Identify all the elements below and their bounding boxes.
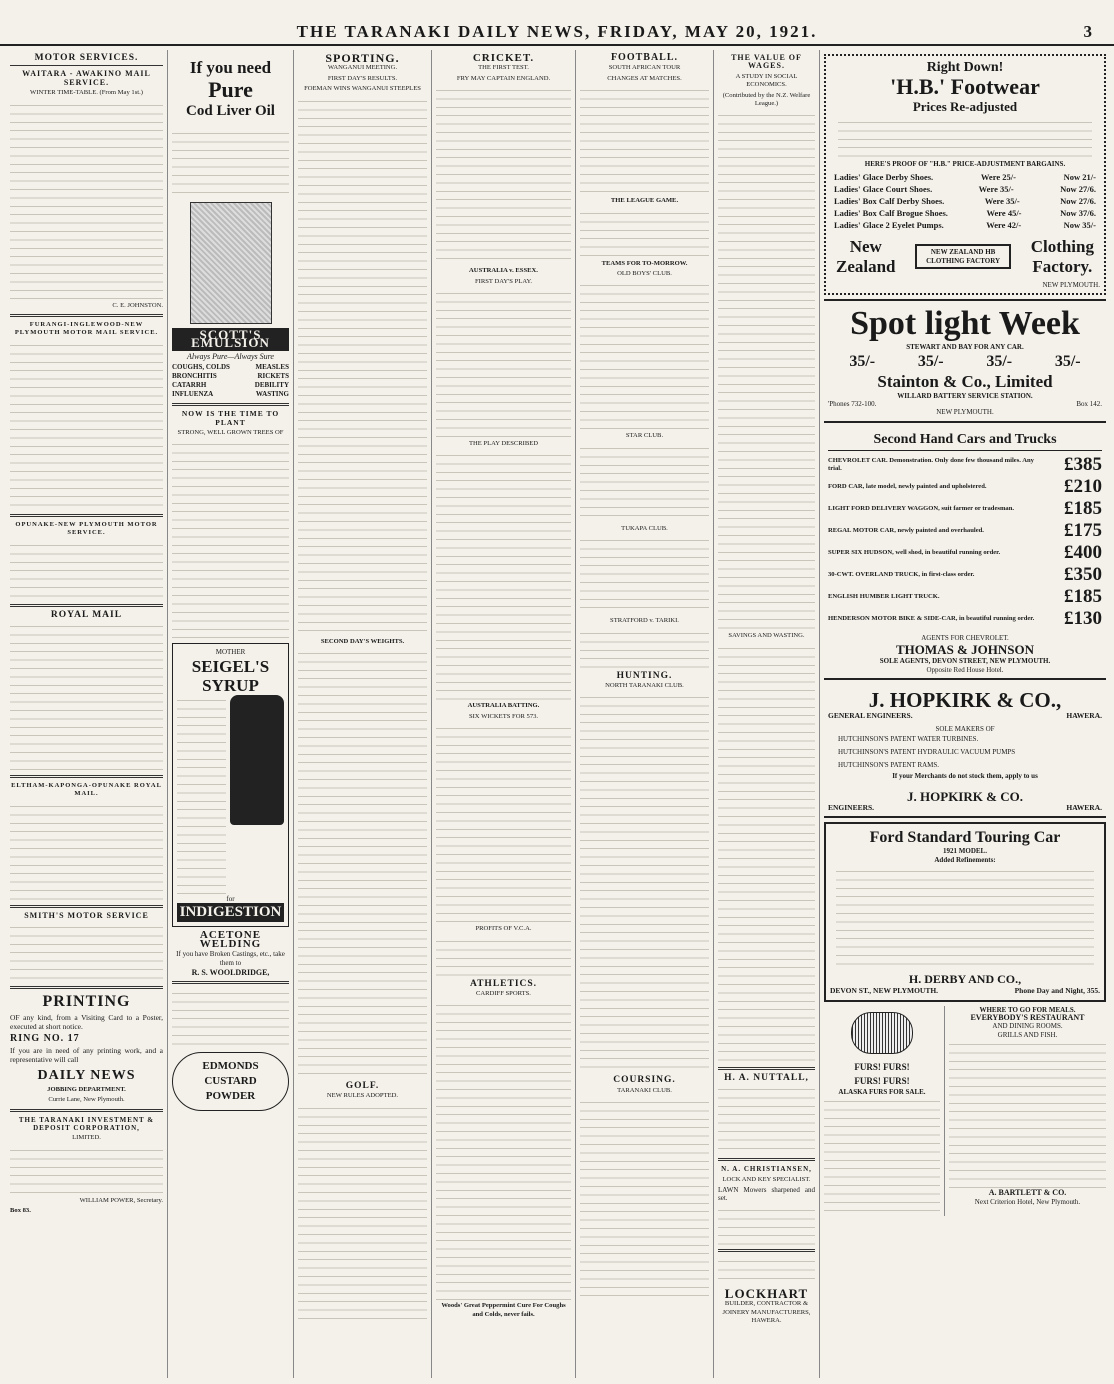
box: Box 83. xyxy=(10,1207,31,1215)
jobbing: JOBBING DEPARTMENT. xyxy=(47,1085,126,1093)
motor-heading: MOTOR SERVICES. xyxy=(34,53,139,63)
cricket-text-2 xyxy=(436,288,571,438)
football-text-1 xyxy=(580,85,709,195)
thomas-johnson: THOMAS & JOHNSON xyxy=(896,642,1034,658)
alaska-furs-ad xyxy=(824,1006,940,1216)
cure-7: INFLUENZA xyxy=(172,390,214,399)
welfare-league: (Contributed by the N.Z. Welfare League.) xyxy=(722,91,811,108)
weights-text xyxy=(298,648,427,1078)
nz-line-2: Zealand xyxy=(836,256,896,276)
cures-grid xyxy=(172,363,289,399)
lockhart-sub: BUILDER, CONTRACTOR & JOINERY MANUFACTURERS, HAWERA. xyxy=(722,1300,811,1325)
coursing-heading: COURSING. xyxy=(613,1075,676,1086)
cricket-text-4 xyxy=(436,723,571,923)
everybodys-ad xyxy=(944,1006,1106,1216)
cure-5: CATARRH xyxy=(172,381,207,390)
agents-chevrolet: AGENTS FOR CHEVROLET. xyxy=(921,633,1009,642)
golf-text xyxy=(298,1103,427,1323)
right-down: Right Down! xyxy=(926,60,1004,75)
mail-sub: WINTER TIME-TABLE. (From May 1st.) xyxy=(30,89,143,97)
column-ads-left xyxy=(168,50,294,1378)
hb-badge: NEW ZEALAND HB CLOTHING FACTORY xyxy=(915,244,1011,269)
foeman-wins: FOEMAN WINS WANGANUI STEEPLES xyxy=(304,85,421,93)
savings-wasting: SAVINGS AND WASTING. xyxy=(728,632,805,640)
athletics-text xyxy=(436,1000,571,1300)
ford-ad xyxy=(824,822,1106,1001)
cricket-text-5 xyxy=(436,936,571,976)
opunake-title: OPUNAKE-NEW PLYMOUTH MOTOR SERVICE. xyxy=(15,520,158,537)
column-motor-services xyxy=(6,50,168,1378)
opposite: Opposite Red House Hotel. xyxy=(926,665,1004,674)
thomas-sub: SOLE AGENTS, DEVON STREET, NEW PLYMOUTH. xyxy=(879,657,1051,666)
everybodys: EVERYBODY'S RESTAURANT xyxy=(970,1013,1085,1023)
nuttall: H. A. NUTTALL, xyxy=(724,1072,809,1083)
mail-title: WAITARA - AWAKINO MAIL SERVICE. xyxy=(22,69,151,87)
acetone-welding: ACETONE WELDING xyxy=(199,929,262,950)
indigestion: INDIGESTION xyxy=(177,903,284,922)
car-price: £175 xyxy=(1064,519,1102,541)
furangi-lines xyxy=(10,340,163,510)
edmonds-text xyxy=(172,988,289,1048)
social-economics: A STUDY IN SOCIAL ECONOMICS. xyxy=(735,72,798,89)
cod-text xyxy=(172,128,289,198)
seigels-name: SEIGEL'S SYRUP xyxy=(191,656,270,695)
grills: GRILLS AND FISH. xyxy=(997,1030,1058,1039)
ford-text xyxy=(836,866,1094,970)
stainton-np: NEW PLYMOUTH. xyxy=(936,408,994,417)
first-test: THE FIRST TEST. xyxy=(478,64,529,72)
bartlett: A. BARTLETT & CO. xyxy=(988,1188,1067,1198)
furs: FURS! xyxy=(854,1061,881,1072)
car-price: £385 xyxy=(1064,453,1102,475)
furs: FURS! xyxy=(883,1061,910,1072)
racing-text xyxy=(298,96,427,636)
stainton-phones: 'Phones 732-100. xyxy=(828,400,877,408)
mail-owner: C. E. JOHNSTON. xyxy=(112,301,163,309)
star-club: STAR CLUB. xyxy=(625,432,664,440)
fisherman-illustration xyxy=(190,202,272,324)
indigestion-for: for xyxy=(226,894,235,903)
street: Currie Lane, New Plymouth. xyxy=(48,1096,125,1104)
spot-price: 35/- xyxy=(917,352,944,370)
page-number: 3 xyxy=(1083,22,1092,41)
plant-title: NOW IS THE TIME TO PLANT xyxy=(181,409,280,427)
column-ads-right xyxy=(820,50,1110,1378)
maker: HUTCHINSON'S PATENT HYDRAULIC VACUUM PUMPS xyxy=(838,748,1016,757)
second-hand-cars-ad xyxy=(824,427,1106,681)
dining: AND DINING ROOMS. xyxy=(992,1022,1063,1031)
maker: HUTCHINSON'S PATENT RAMS. xyxy=(838,761,940,770)
football-heading: FOOTBALL. xyxy=(610,52,679,63)
where-meals: WHERE TO GO FOR MEALS. xyxy=(979,1005,1076,1014)
plant-lines xyxy=(172,439,289,639)
hb-footwear-ad xyxy=(824,54,1106,295)
smith-lines xyxy=(10,922,163,982)
royal-lines xyxy=(10,621,163,771)
cure-3: BRONCHITIS xyxy=(172,372,217,381)
smith-title: SMITH'S MOTOR SERVICE xyxy=(24,910,149,920)
lawn-mowers: LAWN Mowers sharpened and set. xyxy=(718,1186,815,1203)
stainton-sub: WILLARD BATTERY SERVICE STATION. xyxy=(897,391,1033,400)
spot-price: 35/- xyxy=(986,352,1013,370)
second-hand-title: Second Hand Cars and Trucks xyxy=(828,431,1102,451)
north-taranaki-club: NORTH TARANAKI CLUB. xyxy=(605,682,684,690)
clothing-line-2: Factory. xyxy=(1032,256,1093,276)
spot-price: 35/- xyxy=(849,352,876,370)
cure-1: COUGHS, COLDS xyxy=(172,363,230,372)
sporting-heading: SPORTING. xyxy=(325,51,400,65)
car-price: £185 xyxy=(1064,497,1102,519)
first-day-results: FIRST DAY'S RESULTS. xyxy=(327,74,398,82)
hunting-heading: HUNTING. xyxy=(616,670,673,681)
shoe-name: Ladies' Glace Derby Shoes. xyxy=(834,171,934,182)
new-zealand xyxy=(836,237,896,277)
car-name: CHEVROLET CAR. Demonstration. Only done few thousand miles. Any trial. xyxy=(828,456,1034,472)
football-text-4 xyxy=(580,443,709,523)
ring-number: RING NO. 17 xyxy=(10,1033,80,1045)
hopkirk-2: J. HOPKIRK & CO. xyxy=(907,788,1023,804)
opunake-lines xyxy=(10,540,163,600)
spotlight-ad xyxy=(824,299,1106,423)
edmonds-ad xyxy=(172,1052,289,1111)
hb-footwear: 'H.B.' Footwear xyxy=(890,74,1040,99)
shoe-now: Now 35/- xyxy=(1063,219,1096,230)
daily-news: DAILY NEWS xyxy=(37,1067,136,1083)
maker: HUTCHINSON'S PATENT WATER TURBINES. xyxy=(838,735,979,744)
derby: H. DERBY AND CO., xyxy=(908,972,1022,987)
spot-sub: STEWART AND BAY FOR ANY CAR. xyxy=(906,343,1024,351)
masthead xyxy=(0,18,1114,46)
merchants: If your Merchants do not stock them, apply to us xyxy=(892,772,1038,781)
car-name: HENDERSON MOTOR BIKE & SIDE-CAR, in beautiful running order. xyxy=(828,614,1035,622)
hawera: HAWERA. xyxy=(1066,711,1102,721)
shoe-now: Now 27/6. xyxy=(1060,183,1096,194)
shoe-name: Ladies' Glace Court Shoes. xyxy=(834,183,933,194)
wages-heading: THE VALUE OF WAGES. xyxy=(731,53,802,71)
ford-title: Ford Standard Touring Car xyxy=(869,829,1061,847)
prices-readjusted: Prices Re-adjusted xyxy=(912,99,1018,114)
car-price: £350 xyxy=(1064,563,1102,585)
hopkirk-title: J. HOPKIRK & CO., xyxy=(868,688,1062,713)
hb-proof: HERE'S PROOF OF "H.B." PRICE-ADJUSTMENT BARGAINS. xyxy=(864,160,1066,168)
shoe-row xyxy=(834,171,1096,183)
investment-lines xyxy=(10,1145,163,1195)
car-price: £400 xyxy=(1064,541,1102,563)
cricket-text-1 xyxy=(436,85,571,265)
australia-batting: AUSTRALIA BATTING. xyxy=(467,702,540,710)
fry-captain: FRY MAY CAPTAIN ENGLAND. xyxy=(456,74,551,82)
new-rules: NEW RULES ADOPTED. xyxy=(326,1092,399,1100)
cod-line-1: If you need xyxy=(189,58,272,77)
wanganui-meeting: WANGANUI MEETING. xyxy=(327,64,398,72)
car-price: £130 xyxy=(1064,607,1102,629)
makers-list xyxy=(828,733,1102,772)
sole-makers: SOLE MAKERS OF xyxy=(935,724,995,733)
shoe-was: Were 42/- xyxy=(986,219,1022,230)
shoe-row xyxy=(834,219,1096,231)
christiansen: N. A. CHRISTIANSEN, xyxy=(721,1165,812,1174)
column-cricket xyxy=(432,50,576,1378)
ford-model: 1921 MODEL. xyxy=(943,847,987,856)
spotlight-week: Spot light Week xyxy=(850,305,1080,342)
printing-title: PRINTING xyxy=(42,993,131,1011)
cricket-heading: CRICKET. xyxy=(472,52,535,64)
shoe-row xyxy=(834,183,1096,195)
profits-vca: PROFITS OF V.C.A. xyxy=(475,925,532,933)
hunting-text xyxy=(580,692,709,1072)
woods-ad: Woods' Great Peppermint Cure For Coughs and Colds, never fails. xyxy=(441,1302,566,1318)
car-list xyxy=(828,454,1102,630)
car-name: LIGHT FORD DELIVERY WAGGON, suit farmer or tradesman. xyxy=(828,504,1015,512)
royal-mail-title: ROYAL MAIL xyxy=(50,609,123,620)
cure-2: MEASLES xyxy=(255,363,289,372)
powell: WILLIAM POWER, Secretary. xyxy=(79,1196,163,1204)
football-text-2 xyxy=(580,208,709,258)
shoe-was: Were 45/- xyxy=(986,207,1022,218)
shoe-row xyxy=(834,207,1096,219)
australia-essex: AUSTRALIA v. ESSEX. xyxy=(469,267,538,275)
timetable-lines xyxy=(10,100,163,300)
lawn-text xyxy=(718,1205,815,1245)
seigels-top: MOTHER xyxy=(215,648,246,657)
column-sporting xyxy=(294,50,432,1378)
cure-8: WASTING xyxy=(255,390,289,399)
wages-text-2 xyxy=(718,643,815,1063)
hopkirk-ad xyxy=(824,684,1106,818)
coursing-text xyxy=(580,1097,709,1297)
stainton-box: Box 142. xyxy=(1076,400,1102,408)
acetone-who: R. S. WOOLDRIDGE, xyxy=(191,968,270,978)
clothing-factory xyxy=(1031,237,1094,277)
car-name: FORD CAR, late model, newly painted and upholstered. xyxy=(828,482,987,490)
shoe-was: Were 35/- xyxy=(978,183,1014,194)
ford-added: Added Refinements: xyxy=(934,855,996,864)
spot-price: 35/- xyxy=(1054,352,1081,370)
derby-addr: DEVON ST., NEW PLYMOUTH. xyxy=(830,986,939,996)
second-day-weights: SECOND DAY'S WEIGHTS. xyxy=(320,637,405,645)
car-name: 30-CWT. OVERLAND TRUCK, in first-class order. xyxy=(828,570,975,578)
cure-6: DEBILITY xyxy=(254,381,289,390)
athletics-heading: ATHLETICS. xyxy=(469,978,538,989)
shoe-row xyxy=(834,195,1096,207)
column-football xyxy=(576,50,714,1378)
eltham-lines xyxy=(10,801,163,901)
cod-line-3: Cod Liver Oil xyxy=(186,103,275,119)
bartlett-addr: Next Criterion Hotel, New Plymouth. xyxy=(974,1197,1081,1206)
fur-illustration xyxy=(851,1012,913,1054)
shoe-was: Were 35/- xyxy=(984,195,1020,206)
column-wages xyxy=(714,50,820,1378)
shoe-now: Now 21/- xyxy=(1063,171,1096,182)
play-described: THE PLAY DESCRIBED xyxy=(468,440,539,448)
car-name: SUPER SIX HUDSON, well shod, in beautiful running order. xyxy=(828,548,1001,556)
scotts-tag: Always Pure—Always Sure xyxy=(187,351,274,361)
shoe-list xyxy=(830,169,1100,233)
derby-phone: Phone Day and Night, 355. xyxy=(1014,986,1100,996)
plant-sub: STRONG, WELL GROWN TREES OF xyxy=(177,429,284,437)
lockhart: LOCKHART xyxy=(724,1285,809,1301)
stainton: Stainton & Co., Limited xyxy=(877,371,1053,391)
edmonds-name: EDMONDS CUSTARD POWDER xyxy=(202,1060,259,1103)
masthead-title: THE TARANAKI DAILY NEWS, FRIDAY, MAY 20, 1921. xyxy=(296,22,818,41)
furs: FURS! xyxy=(883,1075,910,1086)
teams-tomorrow: TEAMS FOR TO-MORROW. xyxy=(601,259,688,267)
shoe-name: Ladies' Box Calf Brogue Shoes. xyxy=(834,207,948,218)
cardiff-sports: CARDIFF SPORTS. xyxy=(476,990,531,998)
stratford-tariki: STRATFORD v. TARIKI. xyxy=(610,617,679,625)
acetone-text: If you have Broken Castings, etc., take them to xyxy=(176,950,285,967)
old-boys-club: OLD BOYS' CLUB. xyxy=(617,270,672,278)
car-name: ENGLISH HUMBER LIGHT TRUCK. xyxy=(828,592,940,600)
furs: FURS! xyxy=(854,1075,881,1086)
restaurant-text xyxy=(949,1039,1106,1189)
seigels-ad xyxy=(172,643,289,927)
gen-eng: GENERAL ENGINEERS. xyxy=(828,711,913,721)
football-text-5 xyxy=(580,535,709,615)
limited: LIMITED. xyxy=(72,1134,101,1142)
ring-text: If you are in need of any printing work, and a representative will call xyxy=(10,1045,163,1064)
furangi-title: FURANGI-INGLEWOOD-NEW PLYMOUTH MOTOR MAIL SERVICE. xyxy=(14,321,159,337)
cure-4: RICKETS xyxy=(257,372,289,381)
alaska: ALASKA FURS FOR SALE. xyxy=(838,1087,926,1096)
hawera-2: HAWERA. xyxy=(1066,802,1102,812)
taranaki-investment: THE TARANAKI INVESTMENT & DEPOSIT CORPORATION, xyxy=(18,1115,155,1132)
nz-line-1: New xyxy=(849,236,882,256)
furs-text xyxy=(824,1096,940,1216)
engineers: ENGINEERS. xyxy=(828,802,875,812)
scotts-emulsion: SCOTT'S EMULSION xyxy=(172,328,289,351)
shoe-now: Now 27/6. xyxy=(1060,195,1096,206)
cod-line-2: Pure xyxy=(208,77,253,102)
hb-text xyxy=(838,117,1092,157)
south-african-tour: SOUTH AFRICAN TOUR xyxy=(608,64,681,72)
shoe-now: Now 37/6. xyxy=(1060,207,1096,218)
cricket-text-3 xyxy=(436,450,571,700)
syrup-bottle xyxy=(230,695,284,825)
clothing-line-1: Clothing xyxy=(1030,236,1094,256)
six-wickets: SIX WICKETS FOR 573. xyxy=(468,712,539,720)
shoe-name: Ladies' Box Calf Derby Shoes. xyxy=(834,195,945,206)
hb-np: NEW PLYMOUTH. xyxy=(1042,280,1100,289)
printing-text: OF any kind, from a Visiting Card to a Poster, executed at short notice. xyxy=(10,1013,163,1032)
seigels-text xyxy=(177,695,226,895)
nuttall-text xyxy=(718,1084,815,1154)
car-name: REGAL MOTOR CAR, newly painted and overhauled. xyxy=(828,526,984,534)
taranaki-club: TARANAKI CLUB. xyxy=(617,1086,672,1094)
football-text-6 xyxy=(580,628,709,668)
pre-lockhart xyxy=(718,1256,815,1286)
shoe-was: Were 25/- xyxy=(980,171,1016,182)
changes-matches: CHANGES AT MATCHES. xyxy=(607,74,682,82)
shoe-name: Ladies' Glace 2 Eyelet Pumps. xyxy=(834,219,944,230)
christiansen-sub: LOCK AND KEY SPECIALIST. xyxy=(722,1175,811,1183)
cod-liver-ad xyxy=(172,54,289,124)
car-price: £185 xyxy=(1064,585,1102,607)
league-game: THE LEAGUE GAME. xyxy=(610,197,679,205)
eltham-title: ELTHAM-KAPONGA-OPUNAKE ROYAL MAIL. xyxy=(11,782,162,798)
first-days-play: FIRST DAY'S PLAY. xyxy=(474,277,533,285)
car-price: £210 xyxy=(1064,475,1102,497)
wages-text-1 xyxy=(718,110,815,630)
golf-heading: GOLF. xyxy=(345,1081,380,1092)
football-text-3 xyxy=(580,280,709,430)
tukapa-club: TUKAPA CLUB. xyxy=(621,524,668,532)
